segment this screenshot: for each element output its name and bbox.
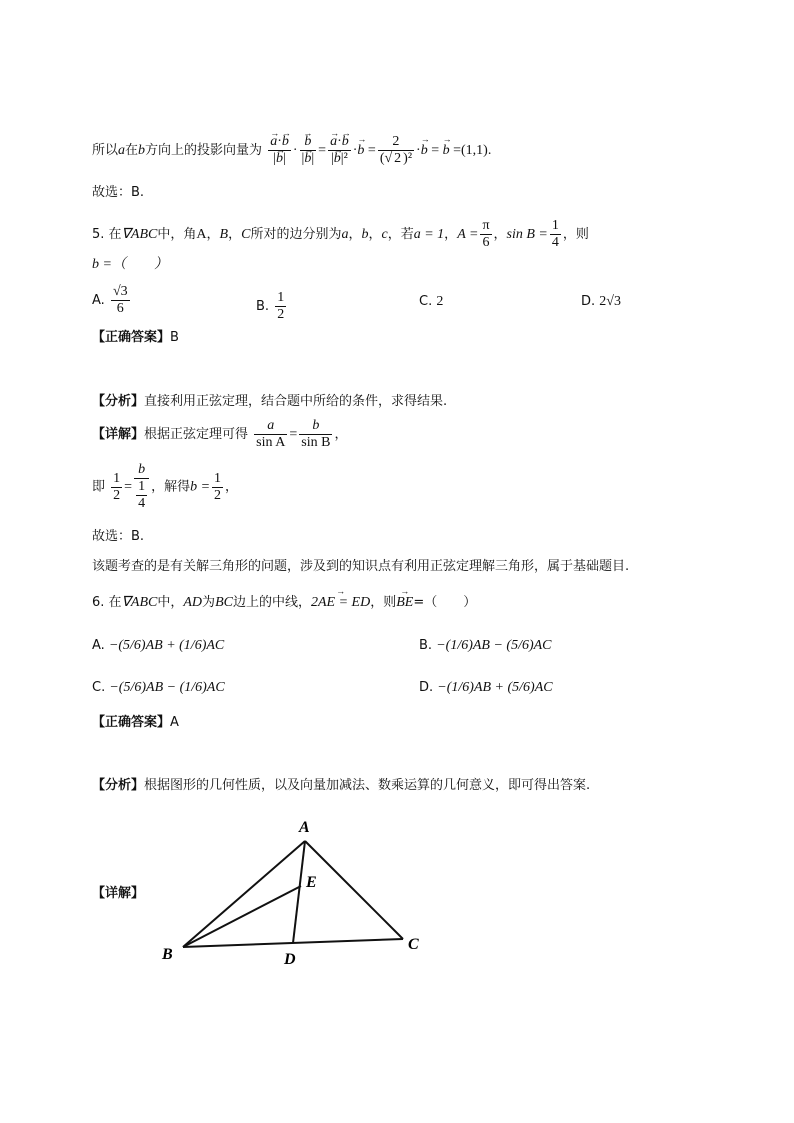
detail-5-line2: 即 $\frac{1}{2}$ = $\frac{b}{\frac{1}{4}}$ ，解得b = $\frac{1}{2}$ ， xyxy=(92,462,239,511)
analysis-6: 【分析】根据图形的几何性质，以及向量加减法、数乘运算的几何意义，即可得出答案. xyxy=(92,778,591,793)
two-over-root2-squared: $\frac{2}{\text{(√ 2 )²}}$ xyxy=(379,134,413,166)
q6-option-c[interactable]: C. −(5/6)AB − (1/6)AC xyxy=(92,680,225,695)
label-d: D xyxy=(284,951,296,968)
triangle-figure xyxy=(150,810,440,970)
answer-6: 【正确答案】A xyxy=(92,715,179,730)
selection-1: 故选：B. xyxy=(92,185,145,200)
proj-fraction-1: → $\frac{a\cdot\to b}{|\to b|}$ xyxy=(268,134,291,167)
analysis-5: 【分析】直接利用正弦定理，结合题中所给的条件，求得结果. xyxy=(92,394,448,409)
q6-option-b[interactable]: B. −(1/6)AB − (5/6)AC xyxy=(419,638,552,653)
q5-option-d[interactable]: D. 2√3 xyxy=(581,294,621,309)
label-a: A xyxy=(299,819,310,836)
q5-option-c[interactable]: C. 2 xyxy=(419,294,444,309)
median-ad xyxy=(293,841,305,943)
label-e: E xyxy=(306,874,317,891)
answer-5: 【正确答案】B xyxy=(92,330,179,345)
question-6: 6. 在∇ABC中，AD为BC边上的中线，→ 2AE = ED，则→ BE=（ ） xyxy=(92,596,476,610)
detail-6: 【详解】 xyxy=(92,886,145,901)
remark-5: 该题考查的是有关解三角形的问题，涉及到的知识点有利用正弦定理解三角形，属于基础题目. xyxy=(92,559,630,574)
label-b: B xyxy=(162,946,173,963)
q6-option-d[interactable]: D. −(1/6)AB + (5/6)AC xyxy=(419,680,553,695)
detail-5: 【详解】根据正弦定理可得 $\frac{a}{\text{sin A}}$ = $\frac{b}{\text{sin B}}$ ， xyxy=(92,418,348,450)
side-ac xyxy=(305,841,403,939)
question-5-line2: b =（ ） xyxy=(92,257,168,272)
question-5: 5. 在∇ABC中，角A，B，C所对的边分别为a，b，c，若a = 1，A = $\frac{\pi}{6}$ ，sin B = $\frac{1}{4}$ ，则 xyxy=(92,218,589,250)
q5-option-b[interactable]: B. $\frac{1}{2}$ xyxy=(256,290,285,322)
projection-line: 所以a在b方向上的投影向量为 → $\frac{a\cdot\to b}{|\to b|}$ · → $\frac{b}{|\to b|}$ = → $\frac{a\cdot\to b}{\text{|→ b|²}}$ ·→ b = $\frac{2}{\text{(√ 2 )²}}$ ·→ b = → b =(1,1). xyxy=(92,134,491,167)
selection-5: 故选：B. xyxy=(92,529,145,544)
q5-option-a[interactable]: A. $\frac{√3}{6}$ xyxy=(92,284,128,316)
q6-option-a[interactable]: A. −(5/6)AB + (1/6)AC xyxy=(92,638,225,653)
label-c: C xyxy=(408,936,419,953)
